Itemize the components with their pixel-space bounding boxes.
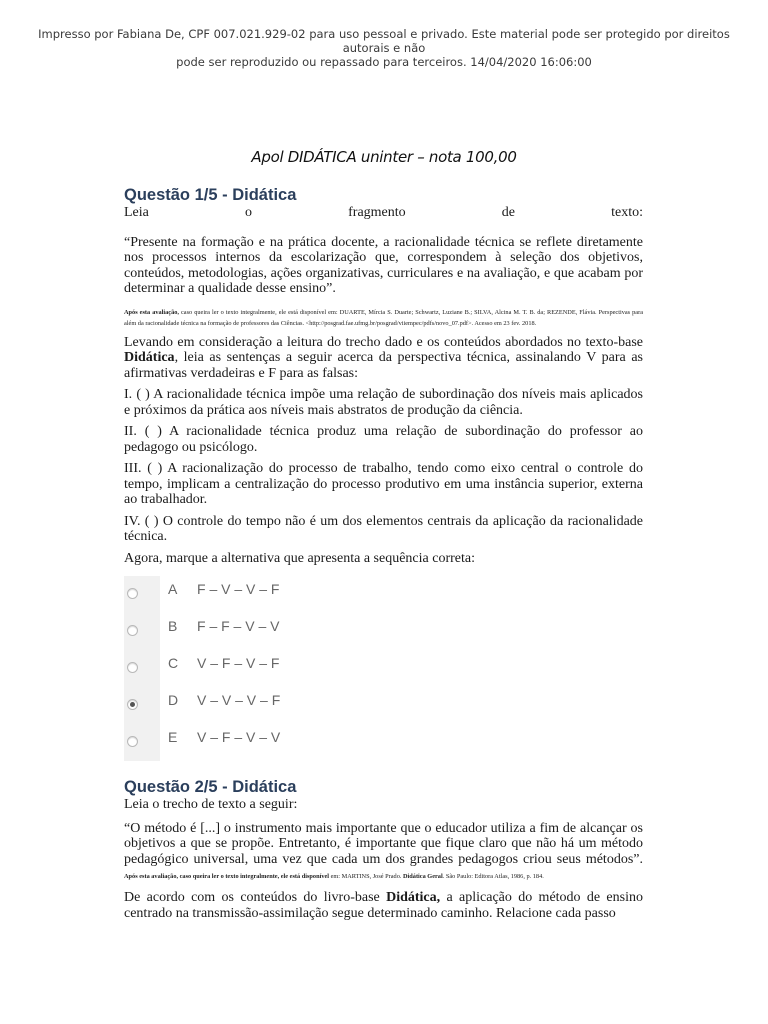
question-2-source [124,871,643,882]
option-a-text: F – V – V – F [197,581,280,597]
option-a[interactable] [124,576,643,613]
question-1-quote: “Presente na formação e na prática docente, a racionalidade técnica se reflete diretamente nos processos internos da escolarização que, correspondem à seleção dos objetivos, conteúdos, metodologias, ações organizativas, curriculares e na avaliação, e que acabam por determinar a qualidade desse ensino”. [124,234,643,296]
question-2-source-book: Didática Geral [403,873,443,880]
option-e-text: V – F – V – V [197,729,281,745]
question-2-source-end: . São Paulo: Editora Atlas, 1986, p. 184. [442,873,544,880]
watermark-line-2: pode ser reproduzido ou repassado para terceiros. 14/04/2020 16:06:00 [176,55,592,69]
option-b[interactable] [124,613,643,650]
statement-3: III. ( ) A racionalização do processo de trabalho, tendo como eixo central o controle do tempo, implicam a centralização do processo produtivo em uma instância superior, externa ao trabalhador. [124,461,643,507]
question-2-prompt [124,890,643,921]
option-e[interactable] [124,724,643,761]
option-d-text: V – V – V – F [197,692,281,708]
option-c[interactable] [124,650,643,687]
question-2-source-text: em: MARTINS, José Prado. [329,873,403,880]
question-1-instruction: Agora, marque a alternativa que apresenta a sequência correta: [124,550,475,566]
question-1-intro: Leia o fragmento de texto: [124,205,643,220]
statement-4: IV. ( ) O controle do tempo não é um dos elementos centrais da aplicação da racionalidade técnica. [124,513,643,544]
question-2-title: Questão 2/5 - Didática [124,778,297,796]
statement-1: I. ( ) A racionalidade técnica impõe uma relação de subordinação dos níveis mais aplicados e próximos da prática aos níveis mais abstratos de produção da ciência. [124,387,643,418]
document-title: Apol DIDÁTICA uninter – nota 100,00 [251,148,517,166]
question-2-intro: Leia o trecho de texto a seguir: [124,797,298,812]
option-d[interactable] [124,687,643,724]
watermark-line-1: Impresso por Fabiana De, CPF 007.021.929-02 para uso pessoal e privado. Este material pode ser protegido por direitos autorais e não [38,27,730,55]
question-2-prompt-a: De acordo com os conteúdos do livro-base [124,890,387,905]
radio-option-a[interactable] [127,588,138,599]
radio-option-e[interactable] [127,736,138,747]
question-2-quote: “O método é [...] o instrumento mais importante que o educador utiliza a fim de alcançar os objetivos a que se propõe. Entretanto, é importante que fique claro que não há um método pedagógico universal, uma vez que cada um dos grandes pedagogos criou seus métodos”. [124,820,643,867]
question-2-prompt-b: a aplicação do método de ensino centrado na transmissão-assimilação segue determinado caminho. Relacione cada passo [124,890,643,921]
question-1-prompt-b: , leia as sentenças a seguir acerca da perspectiva técnica, assinalando V para as afirmativas verdadeiras e F para as falsas: [124,350,643,381]
question-1-source-label: Após esta avaliação, [124,308,179,316]
option-c-text: V – F – V – F [197,655,280,671]
question-1-source-text: caso queira ler o texto integralmente, ele está disponível em: DUARTE, Mírcia S. Duarte; Schwartz, Luziane B.; SILVA, Alcina M. T. B. da; REZENDE, Flávia. Perspectivas para além da racionalidade técnica na formação de professores das Ciências. <http://posgrad.fae.ufmg.br/posgrad/viiempec/pdfs/novo_07.pdf>. Acesso em 23 fev. 2018. [124,308,643,327]
question-2-source-label: Após esta avaliação, caso queira ler o texto integralmente, ele está disponível [124,873,330,880]
option-b-text: F – F – V – V [197,618,280,634]
question-2-prompt-bold: Didática, [386,890,441,905]
question-1 [124,185,643,761]
question-1-title: Questão 1/5 - Didática [124,186,297,204]
print-watermark [20,27,748,69]
question-1-prompt-bold: Didática [124,350,175,365]
option-b-letter: B [168,618,178,634]
question-1-source [124,307,643,329]
option-d-letter: D [168,692,179,708]
question-2 [124,777,643,921]
question-1-prompt [124,335,643,382]
radio-option-b[interactable] [127,625,138,636]
option-e-letter: E [168,729,178,745]
option-c-letter: C [168,655,179,671]
option-a-letter: A [168,581,178,597]
question-1-prompt-a: Levando em consideração a leitura do trecho dado e os conteúdos abordados no texto-base [124,334,643,350]
answer-options [124,576,643,761]
radio-option-c[interactable] [127,662,138,673]
statement-2: II. ( ) A racionalidade técnica produz uma relação de subordinação do professor ao pedagogo ou psicólogo. [124,424,643,455]
radio-option-d[interactable] [127,699,138,710]
